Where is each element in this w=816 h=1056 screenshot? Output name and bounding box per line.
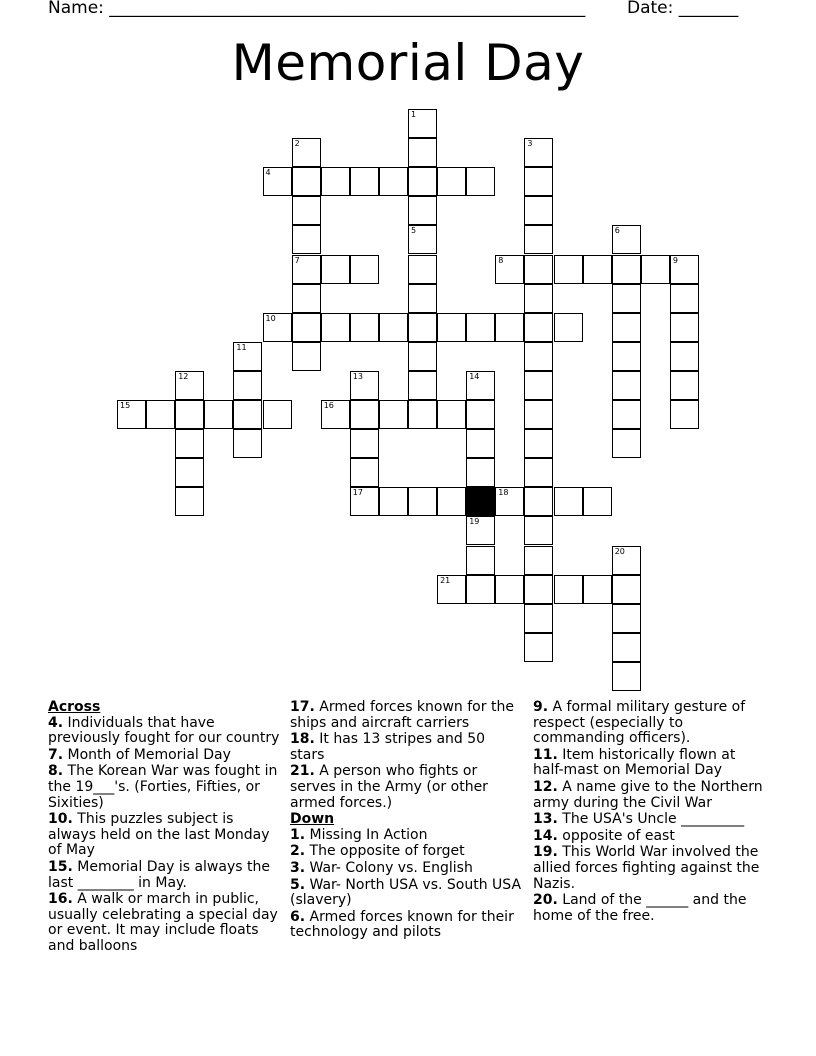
grid-cell[interactable] [321, 313, 350, 342]
clue-item [533, 748, 763, 779]
grid-cell[interactable] [612, 255, 641, 284]
grid-cell[interactable] [350, 167, 379, 196]
grid-cell[interactable] [350, 429, 379, 458]
grid-cell[interactable] [524, 371, 553, 400]
clue-item [48, 764, 280, 811]
grid-cell[interactable] [670, 342, 699, 371]
grid-cell[interactable] [350, 487, 379, 516]
grid-cell[interactable] [437, 400, 466, 429]
cell-number: 10 [265, 313, 276, 323]
grid-cell[interactable] [524, 167, 553, 196]
grid-cell[interactable] [292, 284, 321, 313]
grid-cell[interactable] [612, 662, 641, 691]
grid-cell[interactable] [408, 487, 437, 516]
cell-number: 1 [411, 110, 417, 119]
grid-cell[interactable] [437, 487, 466, 516]
clue-item [290, 844, 522, 860]
clue-item [48, 892, 280, 954]
grid-cell[interactable] [408, 109, 437, 138]
grid-cell[interactable] [146, 400, 175, 429]
down-heading: Down [290, 811, 335, 828]
grid-cell[interactable] [524, 225, 553, 254]
cell-number: 17 [352, 488, 363, 498]
grid-cell[interactable] [524, 429, 553, 458]
grid-cell[interactable] [612, 575, 641, 604]
cell-number: 21 [440, 575, 451, 585]
grid-cell[interactable] [612, 400, 641, 429]
grid-cell[interactable] [175, 487, 204, 516]
grid-cell[interactable] [524, 487, 553, 516]
cell-number: 16 [323, 401, 334, 410]
clue-text: The USA's Uncle _________ [557, 811, 745, 828]
clue-text: A formal military gesture of respect (especially to commanding officers). [533, 699, 746, 747]
cell-number: 9 [672, 255, 678, 265]
clues-column-2 [290, 700, 522, 942]
clue-text: A name give to the Northern army during the Civil War [533, 778, 763, 811]
clue-item [290, 910, 522, 941]
grid-cell[interactable] [292, 313, 321, 342]
grid-cell[interactable] [175, 429, 204, 458]
grid-cell[interactable] [554, 487, 583, 516]
across-clue-list [290, 700, 522, 811]
grid-cell[interactable] [292, 167, 321, 196]
grid-cell[interactable] [437, 167, 466, 196]
clue-number: 4. [48, 714, 64, 731]
clue-number: 13. [533, 811, 558, 828]
grid-cell[interactable] [408, 255, 437, 284]
clue-text: The Korean War was fought in the 19___'s. (Forties, Fifties, or Sixities) [48, 763, 278, 811]
cell-number: 13 [352, 371, 363, 381]
grid-cell[interactable] [670, 371, 699, 400]
grid-cell[interactable] [554, 575, 583, 604]
grid-cell[interactable] [233, 371, 262, 400]
grid-cell[interactable] [612, 633, 641, 662]
cell-number: 2 [294, 139, 300, 149]
grid-cell[interactable] [524, 633, 553, 662]
clue-text: A person who fights or serves in the Army (or other armed forces.) [290, 763, 488, 811]
grid-cell[interactable] [554, 313, 583, 342]
clue-number: 1. [290, 826, 306, 843]
clue-number: 19. [533, 844, 558, 861]
grid-cell[interactable] [263, 400, 292, 429]
clue-number: 7. [48, 746, 64, 763]
grid-cell[interactable] [379, 487, 408, 516]
grid-cell[interactable] [466, 167, 495, 196]
clue-text: Memorial Day is always the last ________ in May. [48, 858, 270, 891]
grid-cell[interactable] [466, 516, 495, 545]
grid-cell[interactable] [408, 342, 437, 371]
grid-cell[interactable] [292, 342, 321, 371]
grid-cell[interactable] [233, 429, 262, 458]
cell-number: 11 [236, 342, 247, 352]
grid-cell[interactable] [379, 313, 408, 342]
grid-cell[interactable] [350, 313, 379, 342]
grid-cell[interactable] [583, 575, 612, 604]
clue-item [290, 861, 522, 877]
grid-cell[interactable] [524, 575, 553, 604]
grid-cell[interactable] [379, 167, 408, 196]
clue-number: 18. [290, 731, 315, 748]
grid-cell[interactable] [466, 371, 495, 400]
grid-cell[interactable] [350, 458, 379, 487]
cell-number: 8 [498, 255, 504, 265]
clue-text: Month of Memorial Day [63, 746, 231, 763]
clue-text: Land of the ______ and the home of the free. [533, 892, 747, 924]
grid-cell[interactable] [524, 196, 553, 225]
cell-number: 19 [469, 517, 480, 527]
clue-item [533, 845, 763, 892]
down-clue-list [533, 700, 763, 924]
grid-cell[interactable] [466, 313, 495, 342]
grid-cell[interactable] [524, 458, 553, 487]
grid-cell[interactable] [408, 400, 437, 429]
grid-cell[interactable] [466, 546, 495, 575]
clue-number: 6. [290, 908, 306, 925]
grid-cell[interactable] [350, 255, 379, 284]
grid-cell[interactable] [263, 167, 292, 196]
grid-cell[interactable] [408, 313, 437, 342]
clue-text: Individuals that have previously fought for our country [48, 714, 280, 747]
down-clue-list [290, 828, 522, 941]
grid-cell[interactable] [524, 138, 553, 167]
clue-number: 15. [48, 858, 73, 875]
clue-number: 14. [533, 827, 558, 844]
date-field[interactable]: Date: _______ [627, 0, 739, 18]
grid-cell[interactable] [117, 400, 146, 429]
clue-item [290, 828, 522, 844]
grid-cell[interactable] [524, 604, 553, 633]
grid-cell[interactable] [408, 196, 437, 225]
grid-cell[interactable] [175, 400, 204, 429]
grid-cell[interactable] [524, 546, 553, 575]
grid-cell[interactable] [612, 313, 641, 342]
across-heading: Across [48, 699, 101, 715]
grid-cell[interactable] [175, 371, 204, 400]
grid-cell[interactable] [612, 284, 641, 313]
grid-cell[interactable] [670, 313, 699, 342]
grid-cell[interactable] [292, 255, 321, 284]
clue-item [48, 716, 280, 747]
grid-cell[interactable] [466, 429, 495, 458]
clue-text: Armed forces known for their technology and pilots [290, 908, 514, 941]
grid-cell[interactable] [612, 371, 641, 400]
clue-item [533, 780, 763, 811]
clue-number: 8. [48, 763, 64, 780]
clue-item [533, 700, 763, 747]
grid-cell[interactable] [524, 255, 553, 284]
cell-number: 7 [294, 255, 300, 265]
clue-number: 12. [533, 778, 558, 795]
cell-number: 12 [178, 371, 189, 381]
cell-number: 18 [498, 488, 509, 498]
grid-cell[interactable] [612, 342, 641, 371]
grid-cell[interactable] [495, 575, 524, 604]
grid-cell[interactable] [583, 487, 612, 516]
grid-cell[interactable] [321, 255, 350, 284]
grid-cell[interactable] [612, 225, 641, 254]
grid-cell[interactable] [292, 196, 321, 225]
clue-item [48, 748, 280, 764]
grid-cell[interactable] [583, 255, 612, 284]
grid-cell[interactable] [554, 255, 583, 284]
clues-column-3 [533, 700, 763, 925]
grid-cell[interactable] [524, 284, 553, 313]
grid-cell[interactable] [379, 400, 408, 429]
black-cell [466, 487, 495, 516]
grid-cell[interactable] [466, 575, 495, 604]
grid-cell[interactable] [641, 255, 670, 284]
clue-item [533, 812, 763, 828]
grid-cell[interactable] [175, 458, 204, 487]
clue-text: Missing In Action [305, 826, 428, 843]
grid-cell[interactable] [524, 342, 553, 371]
clue-text: War- Colony vs. English [305, 859, 473, 876]
grid-cell[interactable] [321, 167, 350, 196]
clue-number: 17. [290, 699, 315, 715]
clue-number: 21. [290, 763, 315, 780]
grid-cell[interactable] [670, 255, 699, 284]
clue-text: Armed forces known for the ships and aircraft carriers [290, 699, 514, 731]
clue-text: Item historically flown at half-mast on Memorial Day [533, 746, 736, 779]
clue-item [290, 878, 522, 909]
clue-text: War- North USA vs. South USA (slavery) [290, 876, 522, 909]
clue-number: 11. [533, 746, 558, 763]
cell-number: 14 [469, 371, 480, 381]
grid-cell[interactable] [350, 400, 379, 429]
clue-text: This World War involved the allied forces fighting against the Nazis. [533, 844, 760, 892]
grid-cell[interactable] [437, 575, 466, 604]
grid-cell[interactable] [263, 313, 292, 342]
grid-cell[interactable] [408, 371, 437, 400]
grid-cell[interactable] [612, 546, 641, 575]
cell-number: 6 [614, 226, 620, 236]
grid-cell[interactable] [495, 313, 524, 342]
grid-cell[interactable] [612, 604, 641, 633]
clue-item [290, 700, 522, 731]
clue-item [290, 732, 522, 763]
grid-cell[interactable] [524, 400, 553, 429]
grid-cell[interactable] [466, 400, 495, 429]
clue-text: The opposite of forget [305, 843, 465, 860]
clue-number: 2. [290, 843, 306, 860]
grid-cell[interactable] [437, 313, 466, 342]
grid-cell[interactable] [466, 458, 495, 487]
clue-item [48, 860, 280, 891]
grid-cell[interactable] [524, 313, 553, 342]
cell-number: 4 [265, 168, 271, 178]
clue-text: It has 13 stripes and 50 stars [290, 731, 486, 763]
clue-item [48, 812, 280, 859]
grid-cell[interactable] [233, 400, 262, 429]
grid-cell[interactable] [524, 516, 553, 545]
grid-cell[interactable] [350, 371, 379, 400]
grid-cell[interactable] [408, 225, 437, 254]
name-field[interactable]: Name: ________________________________________________________ [48, 0, 586, 18]
grid-cell[interactable] [292, 225, 321, 254]
grid-cell[interactable] [408, 167, 437, 196]
grid-cell[interactable] [321, 400, 350, 429]
cell-number: 20 [614, 546, 625, 556]
grid-cell[interactable] [495, 487, 524, 516]
clue-number: 20. [533, 892, 558, 909]
cell-number: 5 [411, 226, 417, 236]
clue-text: This puzzles subject is always held on the last Monday of May [48, 811, 270, 859]
clue-item [533, 829, 763, 845]
clue-text: opposite of east [557, 827, 675, 844]
grid-cell[interactable] [204, 400, 233, 429]
cell-number: 15 [120, 401, 131, 410]
clue-item [290, 764, 522, 811]
clue-number: 10. [48, 811, 73, 828]
grid-cell[interactable] [408, 138, 437, 167]
grid-cell[interactable] [495, 255, 524, 284]
grid-cell[interactable] [612, 429, 641, 458]
grid-cell[interactable] [670, 400, 699, 429]
clue-item [533, 893, 763, 924]
cell-number: 3 [527, 139, 533, 149]
clue-number: 9. [533, 699, 549, 715]
clue-number: 16. [48, 891, 73, 908]
clue-number: 5. [290, 876, 306, 893]
grid-cell[interactable] [233, 342, 262, 371]
grid-cell[interactable] [408, 284, 437, 313]
page-title: Memorial Day [231, 34, 585, 92]
clue-number: 3. [290, 859, 306, 876]
grid-cell[interactable] [292, 138, 321, 167]
clues-column-1 [48, 700, 280, 956]
across-clue-list [48, 716, 280, 955]
grid-cell[interactable] [670, 284, 699, 313]
clue-text: A walk or march in public, usually celebrating a special day or event. It may include floats and balloons [48, 891, 278, 954]
